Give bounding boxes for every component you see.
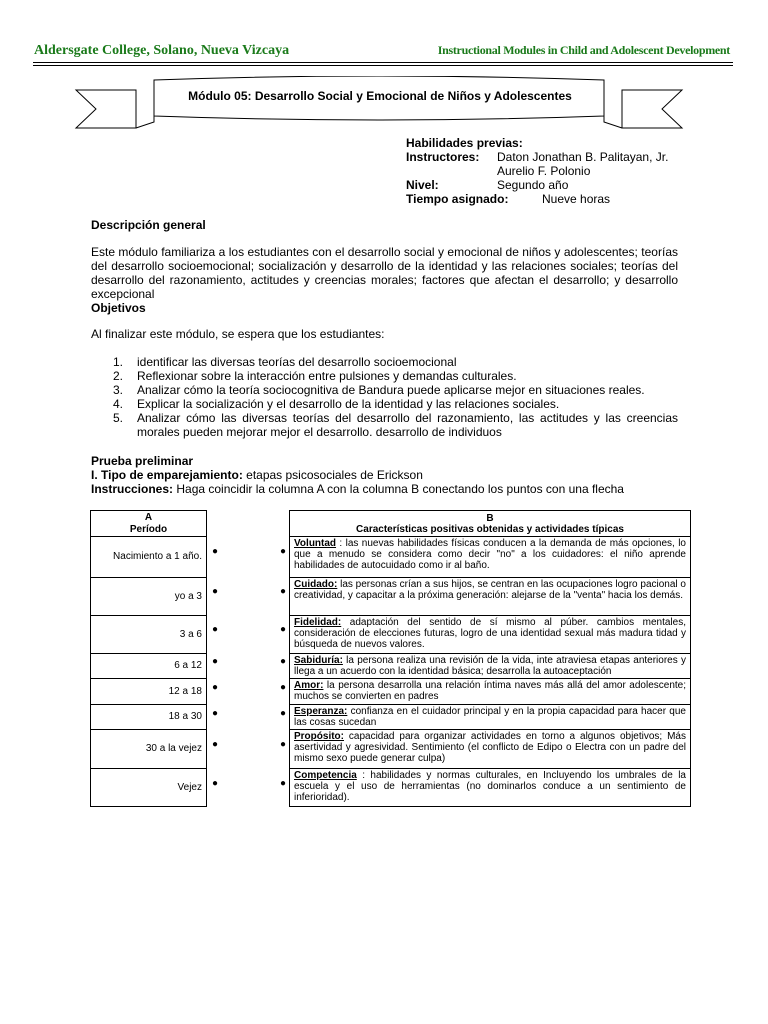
table-row: Cuidado: las personas crían a sus hijos, se centran en las ocupaciones logro pacional o creatividad, y capacitar a la próxima generación: alejarse de la "venta" hacia los demás. — [290, 578, 691, 616]
connect-dot-b[interactable]: ● — [280, 656, 287, 667]
prev-skills-label: Habilidades previas: — [406, 136, 523, 150]
matching-type: I. Tipo de emparejamiento: etapas psicosociales de Erickson — [91, 468, 423, 482]
table-row: Propósito: capacidad para organizar actividades en torno a algunos objetivos; Más asertividad y agresividad. Sentimiento (el conflicto de Edipo o Electra con un padre del mismo sexo puede generar culpa) — [290, 730, 691, 769]
objectives-heading: Objetivos — [91, 301, 146, 315]
table-row: Competencia : habilidades y normas culturales, en Incluyendo los umbrales de la escuela y el uso de herramientas (no dominarlos conduce a un sentimiento de inferioridad). — [290, 769, 691, 807]
table-row: Nacimiento a 1 año. — [91, 537, 207, 578]
list-item: 5. Analizar cómo las diversas teorías del desarrollo del razonamiento, las actitudes y las creencias morales pueden mejorar mejor el desarrollo. desarrollo de individuos — [113, 411, 678, 439]
time-value: Nueve horas — [542, 192, 611, 206]
connect-dot-b[interactable]: ● — [280, 624, 287, 635]
description-text: Este módulo familiariza a los estudiantes con el desarrollo social y emocional de niños y adolescentes; teorías del desarrollo socioemocional; socialización y desarrollo de la identidad y las relaciones sociales; teorías del desarrollo del razonamiento, actitudes y creencias morales; factores que afectan el desarrollo; y desarrollo excepcional — [91, 245, 678, 301]
table-row: Amor: la persona desarrolla una relación íntima naves más allá del amor adolescente; muchos se convierten en padres — [290, 679, 691, 705]
objectives-list — [91, 355, 678, 439]
table-row: 3 a 6 — [91, 616, 207, 654]
level-label: Nivel: — [406, 178, 439, 192]
table-row: 6 a 12 — [91, 654, 207, 679]
connect-dot-a[interactable]: ● — [212, 682, 219, 693]
list-item: 1. identificar las diversas teorías del desarrollo socioemocional — [113, 355, 457, 369]
module-title: Módulo 05: Desarrollo Social y Emocional de Niños y Adolescentes — [188, 89, 572, 103]
column-a-table — [90, 510, 207, 807]
description-heading: Descripción general — [91, 218, 206, 232]
instructors-label: Instructores: — [406, 150, 480, 164]
table-row: Fidelidad: adaptación del sentido de sí mismo al púber. cambios mentales, consideración de elecciones futuras, logro de una identidad sexual más madura tidad y búsqueda de nuevos valores. — [290, 616, 691, 654]
column-b-header: B Características positivas obtenidas y actividades típicas — [290, 511, 691, 537]
pretest-heading: Prueba preliminar — [91, 454, 194, 468]
table-row: Esperanza: confianza en el cuidador principal y en la propia capacidad para hacer que las cosas sucedan — [290, 705, 691, 730]
connect-dot-b[interactable]: ● — [280, 708, 287, 719]
connect-dot-a[interactable]: ● — [212, 546, 219, 557]
list-item: 4. Explicar la socialización y el desarrollo de la identidad y las relaciones sociales. — [113, 397, 560, 411]
connect-dot-b[interactable]: ● — [280, 586, 287, 597]
connect-dot-b[interactable]: ● — [280, 682, 287, 693]
connect-dot-a[interactable]: ● — [212, 739, 219, 750]
level-value: Segundo año — [497, 178, 569, 192]
table-row: 12 a 18 — [91, 679, 207, 705]
connect-dot-a[interactable]: ● — [212, 586, 219, 597]
header-rule-2 — [33, 65, 733, 66]
table-row: yo a 3 — [91, 578, 207, 616]
college-name: Aldersgate College, Solano, Nueva Vizcaya — [34, 43, 290, 58]
table-row: Sabiduría: la persona realiza una revisión de la vida, inte atraviesa etapas anteriores y llega a un acuerdo con la identidad básica; desarrolla la autoaceptación — [290, 654, 691, 679]
connect-dot-b[interactable]: ● — [280, 778, 287, 789]
list-item: 2. Reflexionar sobre la interacción entre pulsiones y demandas culturales. — [113, 369, 517, 383]
instructor-2: Aurelio F. Polonio — [497, 164, 591, 178]
module-series-title: Instructional Modules in Child and Adolescent Development — [437, 43, 730, 57]
header-rule — [33, 62, 733, 63]
title-banner — [74, 76, 684, 136]
time-label: Tiempo asignado: — [406, 192, 509, 206]
connect-dot-a[interactable]: ● — [212, 624, 219, 635]
table-row: 30 a la vejez — [91, 730, 207, 769]
column-a-header: A Período — [91, 511, 207, 537]
connect-dot-a[interactable]: ● — [212, 656, 219, 667]
connect-dot-b[interactable]: ● — [280, 739, 287, 750]
connect-dot-a[interactable]: ● — [212, 708, 219, 719]
table-row: Voluntad : las nuevas habilidades físicas conducen a la demanda de más opciones, lo que a menudo se considera como decir "no" a los cuidadores: el niño aprende habilidades de autocuidado como ir al baño. — [290, 537, 691, 578]
objectives-intro: Al finalizar este módulo, se espera que los estudiantes: — [91, 327, 385, 341]
connect-dot-a[interactable]: ● — [212, 778, 219, 789]
instructor-1: Daton Jonathan B. Palitayan, Jr. — [497, 150, 669, 164]
table-row: 18 a 30 — [91, 705, 207, 730]
connect-dot-b[interactable]: ● — [280, 546, 287, 557]
column-b-table — [289, 510, 691, 807]
instructions: Instrucciones: Haga coincidir la columna A con la columna B conectando los puntos con una flecha — [91, 482, 624, 496]
list-item: 3. Analizar cómo la teoría sociocognitiva de Bandura puede aplicarse mejor en situaciones reales. — [113, 383, 645, 397]
table-row: Vejez — [91, 769, 207, 807]
